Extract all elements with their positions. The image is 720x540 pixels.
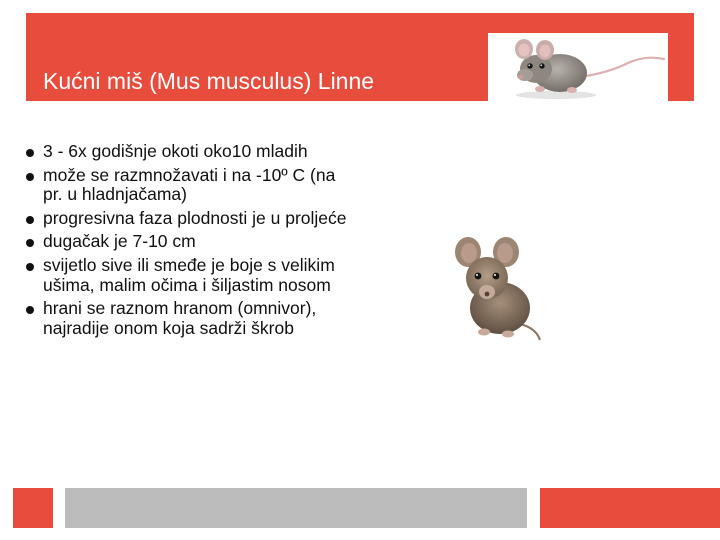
bullet-dot-icon: [26, 149, 34, 157]
list-item: progresivna faza plodnosti je u proljeće: [24, 209, 354, 229]
bullet-dot-icon: [26, 173, 34, 181]
footer-accent-right: [540, 488, 720, 528]
bullet-dot-icon: [26, 263, 34, 271]
footer-bar: [65, 488, 527, 528]
list-item: dugačak je 7-10 cm: [24, 232, 354, 252]
list-item: svijetlo sive ili smeđe je boje s velikim ušima, malim očima i šiljastim nosom: [24, 256, 354, 295]
footer-accent-left: [13, 488, 53, 528]
bullet-list: [24, 142, 354, 342]
list-item: 3 - 6x godišnje okoti oko10 mladih: [24, 142, 354, 162]
list-item: može se razmnožavati i na -10º C (na pr. u hladnjačama): [24, 166, 354, 205]
bullet-dot-icon: [26, 239, 34, 247]
brown-mouse-photo: [440, 228, 550, 353]
slide-title: Kućni miš (Mus musculus) Linne: [43, 68, 375, 94]
bullet-dot-icon: [26, 216, 34, 224]
grey-mouse-photo: [488, 33, 668, 101]
list-item: hrani se raznom hranom (omnivor), najradije onom koja sadrži škrob: [24, 299, 354, 338]
bullet-dot-icon: [26, 306, 34, 314]
